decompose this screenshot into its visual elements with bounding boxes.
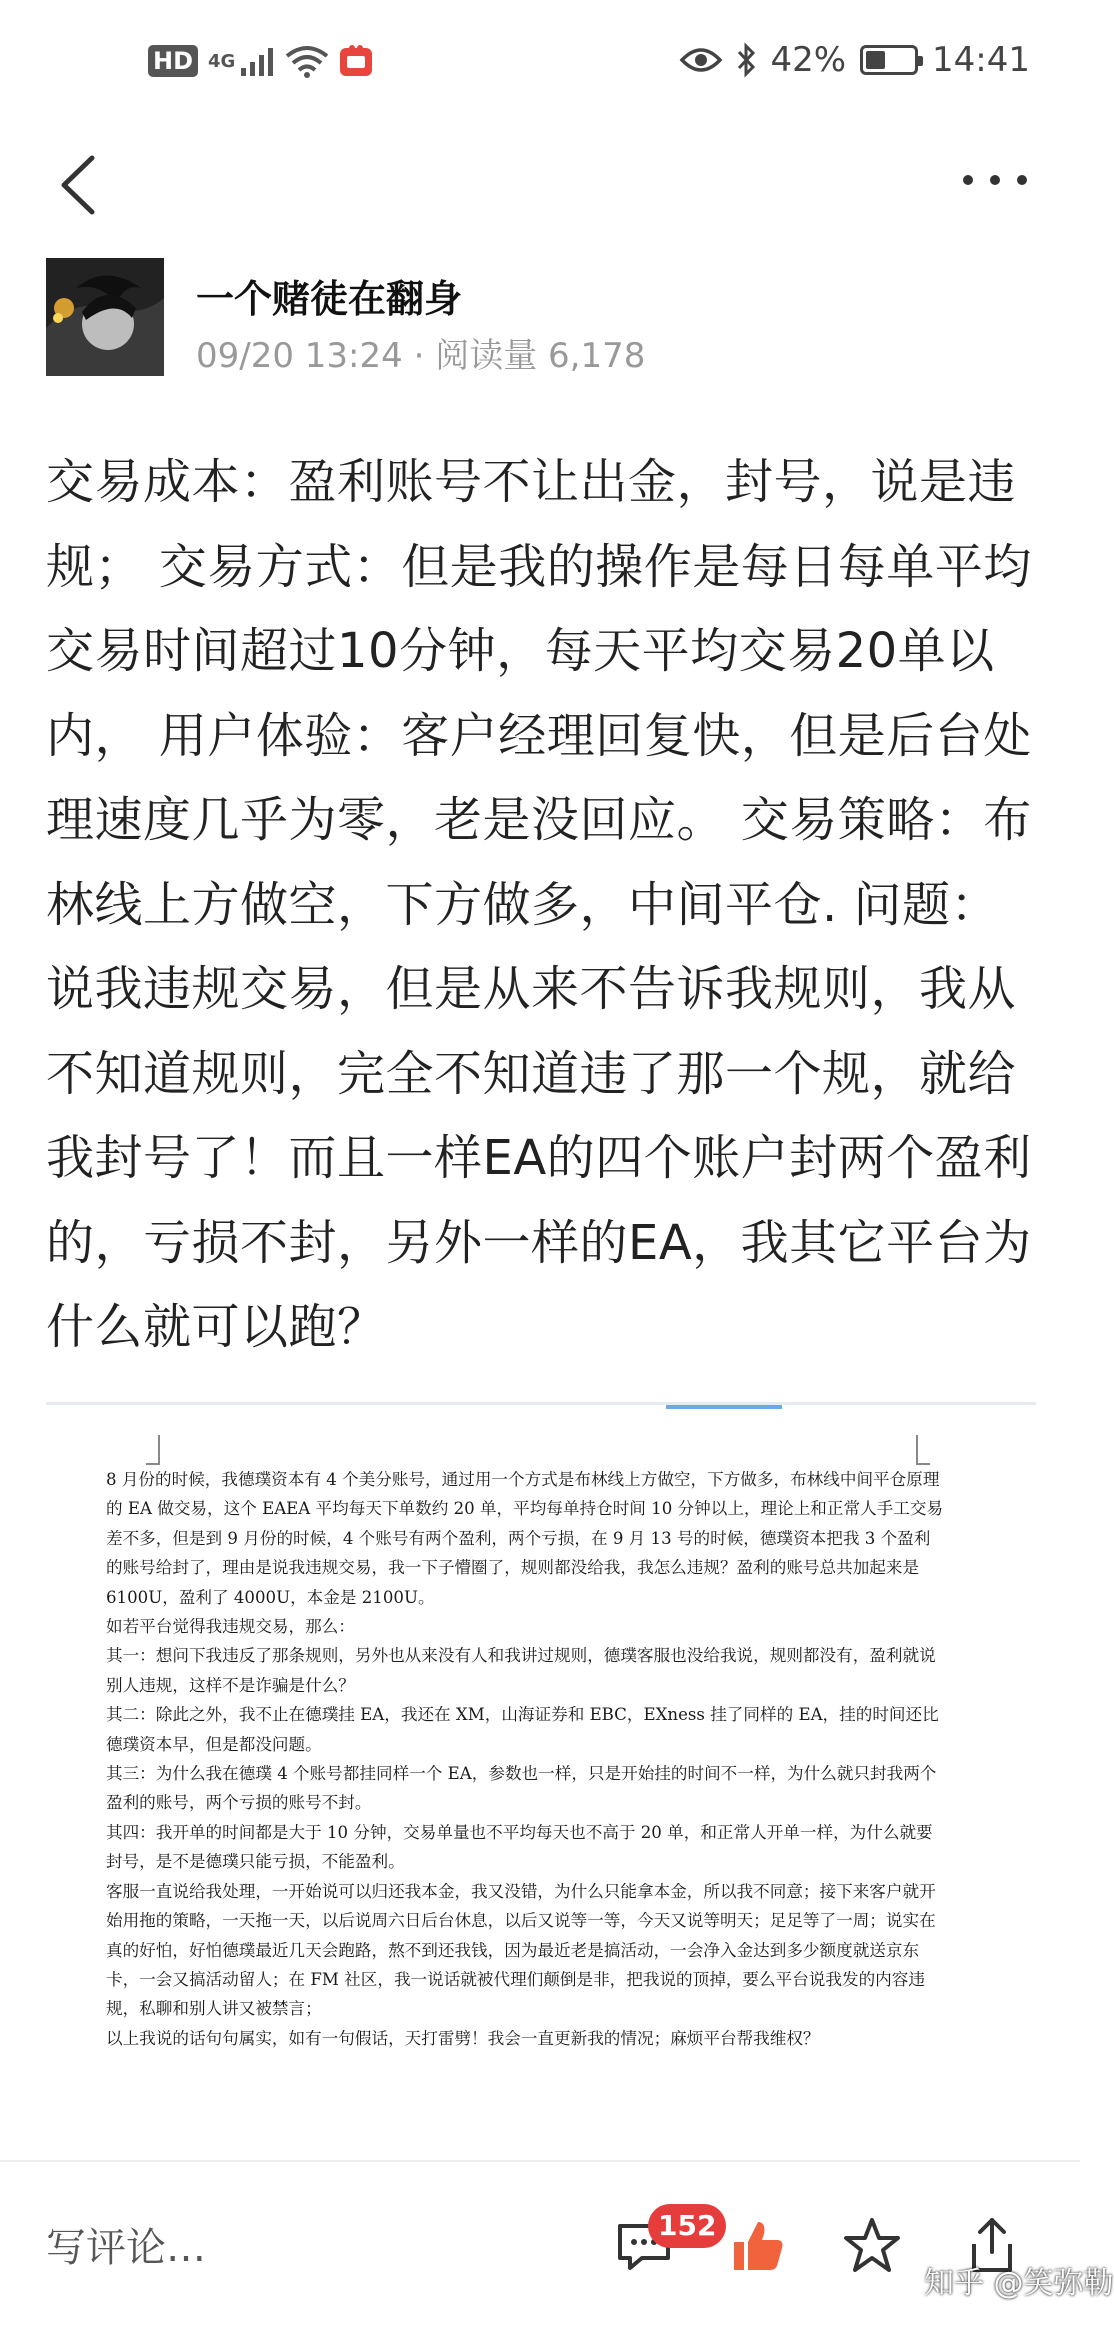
avatar[interactable] [46, 258, 164, 376]
status-bar [0, 0, 1080, 140]
more-button[interactable] [950, 160, 1040, 200]
like-button[interactable] [726, 2214, 790, 2278]
document-paragraph: 其二：除此之外，我不止在德璞挂 EA，我还在 XM，山海证券和 EBC，EXness 挂了同样的 EA，挂的时间还比德璞资本早，但是都没问题。 [106, 1705, 939, 1754]
comment-input[interactable]: 写评论… [46, 2225, 206, 2271]
document-paragraph: 其四：我开单的时间都是大于 10 分钟，交易单量也不平均每天也不高于 20 单，和正常人开单一样，为什么就要封号，是不是德璞只能亏损，不能盈利。 [106, 1822, 933, 1872]
favorite-button[interactable] [840, 2214, 904, 2278]
document-paragraph: 如若平台觉得我违规交易，那么： [106, 1617, 355, 1637]
back-arrow-icon [50, 150, 110, 220]
bottom-action-bar [0, 2160, 1114, 2340]
battery-icon [860, 45, 918, 75]
thumbs-up-icon [726, 2214, 790, 2278]
document-paragraph: 以上我说的话句句属实，如有一句假话，天打雷劈！我会一直更新我的情况；麻烦平台帮我维权？ [106, 2028, 820, 2048]
back-button[interactable] [50, 150, 110, 220]
views-count: 6,178 [548, 336, 646, 376]
status-left [148, 44, 373, 78]
author-name[interactable]: 一个赌徒在翻身 [196, 277, 463, 321]
document-paragraph: 其三：为什么我在德璞 4 个账号都挂同样一个 EA，参数也一样，只是开始挂的时间不一样，为什么就只封我两个盈利的账号，两个亏损的账号不封。 [106, 1764, 937, 1813]
comment-count-badge: 152 [648, 2204, 726, 2248]
app-notification-icon [339, 44, 373, 78]
document-paragraph: 8 月份的时候，我德璞资本有 4 个美分账号，通过用一个方式是布林线上方做空，下方做多，布林线中间平仓原理的 EA 做交易，这个 EAEA 平均每天下单数约 20 单，平均每单持仓时间 10 分钟以上，理论上和正常人手工交易差不多，但是到 9 月份的时候，4 个账号有两个盈利，两个亏损，在 9 月 13 号的时候，德璞资本把我 3 个盈利的账号给封了，理由是说我违规交易，我一下子懵圈了，规则都没给我，我怎么违规？盈利的账号总共加起来是 6100U，盈利了 4000U，本金是 2100U。 [106, 1470, 944, 1607]
hd-indicator: HD [148, 45, 198, 77]
battery-percent: 42% [770, 40, 847, 80]
meta-separator: · [413, 336, 425, 376]
doc-ruler-mark [666, 1405, 782, 1409]
document-paragraph: 客服一直说给我处理，一开始说可以归还我本金，我又没错，为什么只能拿本金，所以我不同意；接下来客户就开始用拖的策略，一天拖一天，以后说周六日后台休息，以后又说等一等，今天又说等明天；足足等了一周；说实在真的好怕，好怕德璞最近几天会跑路，熬不到还我钱，因为最近老是搞活动，一会净入金达到多少额度就送京东卡，一会又搞活动留人；在 FM 社区，我一说话就被代理们颠倒是非，把我说的顶掉，要么平台说我发的内容违规，私聊和别人讲又被禁言； [106, 1881, 936, 2019]
post-body: 交易成本：盈利账号不让出金，封号，说是违规； 交易方式：但是我的操作是每日每单平均交易时间超过10分钟，每天平均交易20单以内， 用户体验：客户经理回复快，但是后台处理速度几乎为零，老是没回应。 交易策略：布林线上方做空，下方做多，中间平仓. 问题：说我违规交易，但是从来不告诉我规则，我从不知道规则，完全不知道违了那一个规，就给我封号了！而且一样EA的四个账户封两个盈利的，亏损不封，另外一样的EA，我其它平台为什么就可以跑？ [46, 454, 1032, 1355]
post-meta [196, 328, 645, 377]
post-date: 09/20 13:24 [196, 336, 403, 376]
avatar-image [46, 258, 164, 376]
doc-margin-corner-right [916, 1435, 930, 1465]
battery-fill [866, 51, 885, 69]
document-text [106, 1465, 946, 2053]
status-right [680, 40, 1030, 80]
attached-document-image[interactable] [46, 1402, 1036, 2142]
signal-icon [241, 46, 275, 76]
doc-margin-corner-left [146, 1435, 160, 1465]
wifi-icon [285, 44, 329, 78]
status-time: 14:41 [932, 40, 1030, 80]
eye-icon [680, 46, 722, 74]
document-paragraph: 其一：想问下我违反了那条规则，另外也从来没有人和我讲过规则，德璞客服也没给我说，规则都没有，盈利就说别人违规，这样不是诈骗是什么？ [106, 1646, 936, 1695]
more-dots-icon [950, 160, 1040, 200]
bluetooth-icon [736, 43, 756, 77]
network-type: 4G [208, 50, 236, 72]
views-label: 阅读量 [435, 336, 538, 376]
star-icon [840, 2214, 904, 2278]
zhihu-watermark: 知乎 @笑弥勒 [924, 2266, 1114, 2301]
doc-fade [46, 2112, 1036, 2142]
author-header [46, 258, 1026, 378]
